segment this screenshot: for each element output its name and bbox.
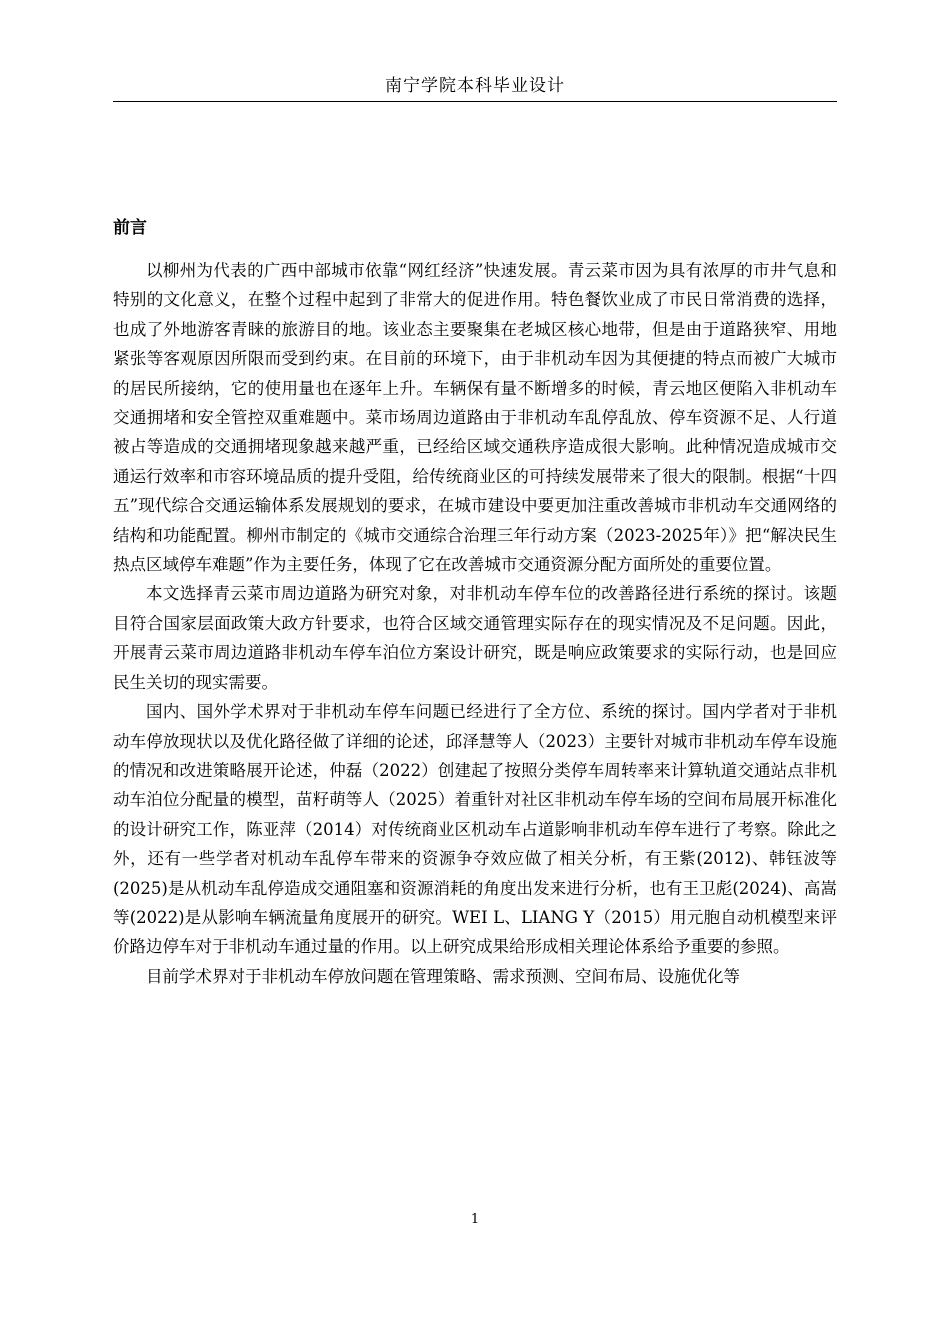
page-number: 1	[470, 1212, 480, 1227]
section-title: 前言	[113, 218, 147, 238]
page-header-title: 南宁学院本科毕业设计	[385, 76, 565, 96]
header-divider	[113, 101, 837, 102]
paragraph-4: 目前学术界对于非机动车停放问题在管理策略、需求预测、空间布局、设施优化等	[146, 966, 740, 986]
body-text	[113, 256, 837, 991]
paragraph-2: 本文选择青云菜市周边道路为研究对象，对非机动车停车位的改善路径进行系统的探讨。该题目符合国家层面政策大政方针要求，也符合区域交通管理实际存在的现实情况及不足问题。因此，开展青云菜市周边道路非机动车停车泊位方案设计研究，既是响应政策要求的实际行动，也是回应民生关切的现实需要。	[113, 584, 837, 692]
paragraph-1: 以柳州为代表的广西中部城市依靠“网红经济”快速发展。青云菜市因为具有浓厚的市井气息和特别的文化意义，在整个过程中起到了非常大的促进作用。特色餐饮业成了市民日常消费的选择，也成了外地游客青睐的旅游目的地。该业态主要聚集在老城区核心地带，但是由于道路狭窄、用地紧张等客观原因所限而受到约束。在目前的环境下，由于非机动车因为其便捷的特点而被广大城市的居民所接纳，它的使用量也在逐年上升。车辆保有量不断增多的时候，青云地区便陷入非机动车交通拥堵和安全管控双重难题中。菜市场周边道路由于非机动车乱停乱放、停车资源不足、人行道被占等造成的交通拥堵现象越来越严重，已经给区域交通秩序造成很大影响。此种情况造成城市交通运行效率和市容环境品质的提升受阻，给传统商业区的可持续发展带来了很大的限制。根据“十四五”现代综合交通运输体系发展规划的要求，在城市建设中要更加注重改善城市非机动车交通网络的结构和功能配置。柳州市制定的《城市交通综合治理三年行动方案（2023-2025年）》把“解决民生热点区域停车难题”作为主要任务，体现了它在改善城市交通资源分配方面所处的重要位置。	[113, 261, 837, 575]
paragraph-3: 国内、国外学术界对于非机动车停车问题已经进行了全方位、系统的探讨。国内学者对于非机动车停放现状以及优化路径做了详细的论述，邱泽慧等人（2023）主要针对城市非机动车停车设施的情况和改进策略展开论述，仲磊（2022）创建起了按照分类停车周转率来计算轨道交通站点非机动车泊位分配量的模型，苗籽萌等人（2025）着重针对社区非机动车停车场的空间布局展开标准化的设计研究工作，陈亚萍（2014）对传统商业区机动车占道影响非机动车停车进行了考察。除此之外，还有一些学者对机动车乱停车带来的资源争夺效应做了相关分析，有王紫(2012)、韩钰波等(2025)是从机动车乱停造成交通阻塞和资源消耗的角度出发来进行分析，也有王卫彪(2024)、高嵩等(2022)是从影响车辆流量角度展开的研究。WEI L、LIANG Y（2015）用元胞自动机模型来评价路边停车对于非机动车通过量的作用。以上研究成果给形成相关理论体系给予重要的参照。	[113, 702, 837, 957]
